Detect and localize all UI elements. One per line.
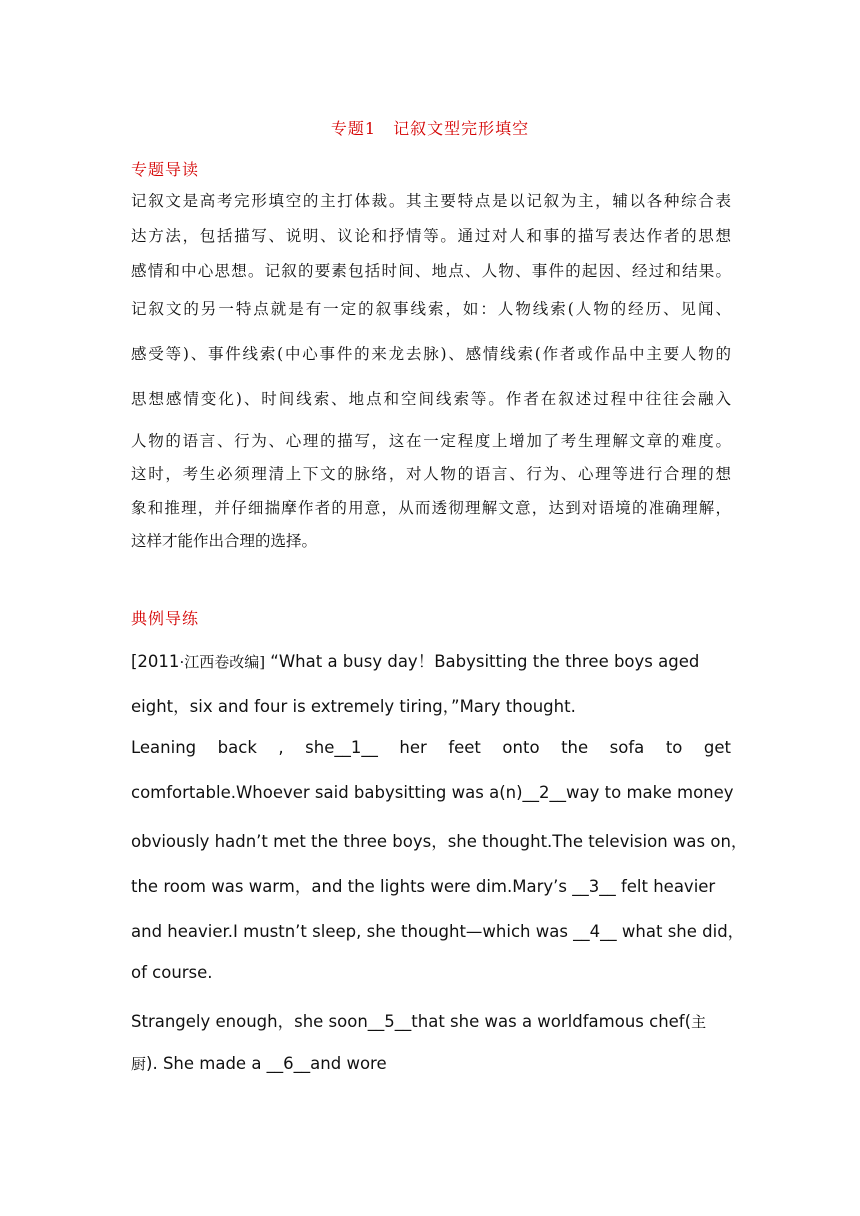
passage-line-text: “What a busy day！Babysitting the three boys aged xyxy=(265,652,700,671)
intro-line: 记叙文是高考完形填空的主打体裁。其主要特点是以记叙为主，辅以各种综合表 xyxy=(131,192,731,210)
intro-line: 感情和中心思想。记叙的要素包括时间、地点、人物、事件的起因、经过和结果。 xyxy=(131,262,731,280)
passage-line: of course. xyxy=(131,963,213,982)
passage-gloss: 厨 xyxy=(131,1055,147,1073)
intro-line: 思想感情变化)、时间线索、地点和空间线索等。作者在叙述过程中往往会融入 xyxy=(131,390,731,408)
passage-line: Leaning back , she__1__ her feet onto the sofa to get xyxy=(131,738,731,757)
passage-gloss: 主 xyxy=(691,1013,707,1031)
page-title: 专题1 记叙文型完形填空 xyxy=(330,119,530,138)
passage-line-text: ). She made a __6__and wore xyxy=(146,1054,387,1073)
intro-line: 人物的语言、行为、心理的描写，这在一定程度上增加了考生理解文章的难度。 xyxy=(131,432,731,450)
passage-line: and heavier.I mustn’t sleep, she thought—which was __4__ what she did， xyxy=(131,922,745,941)
intro-line: 象和推理，并仔细揣摩作者的用意，从而透彻理解文意，达到对语境的准确理解， xyxy=(131,499,731,517)
passage-line-text: Strangely enough，she soon__5__that she was a worldfamous chef( xyxy=(131,1012,692,1031)
intro-line: 记叙文的另一特点就是有一定的叙事线索，如：人物线索(人物的经历、见闻、 xyxy=(131,300,731,318)
intro-line: 这样才能作出合理的选择。 xyxy=(131,532,318,550)
passage-line xyxy=(131,1008,731,1032)
example-heading: 典例导练 xyxy=(131,609,200,628)
passage-line: comfortable.Whoever said babysitting was a(n)__2__way to make money xyxy=(131,783,734,802)
passage-source-year: [2011 xyxy=(131,652,180,671)
passage-line: obviously hadn’t met the three boys，she thought.The television was on， xyxy=(131,832,748,851)
passage-line xyxy=(131,648,731,672)
intro-line: 达方法，包括描写、说明、议论和抒情等。通过对人和事的描写表达作者的思想 xyxy=(131,227,731,245)
intro-line: 感受等)、事件线索(中心事件的来龙去脉)、感情线索(作者或作品中主要人物的 xyxy=(131,345,731,363)
intro-line: 这时，考生必须理清上下文的脉络，对人物的语言、行为、心理等进行合理的想 xyxy=(131,465,731,483)
passage-line: the room was warm，and the lights were dim.Mary’s __3__ felt heavier xyxy=(131,877,716,896)
passage-line: eight，six and four is extremely tiring，”Mary thought. xyxy=(131,697,576,716)
intro-heading: 专题导读 xyxy=(131,160,200,179)
passage-line xyxy=(131,1053,731,1074)
passage-source-label: ·江西卷改编] xyxy=(179,653,266,671)
